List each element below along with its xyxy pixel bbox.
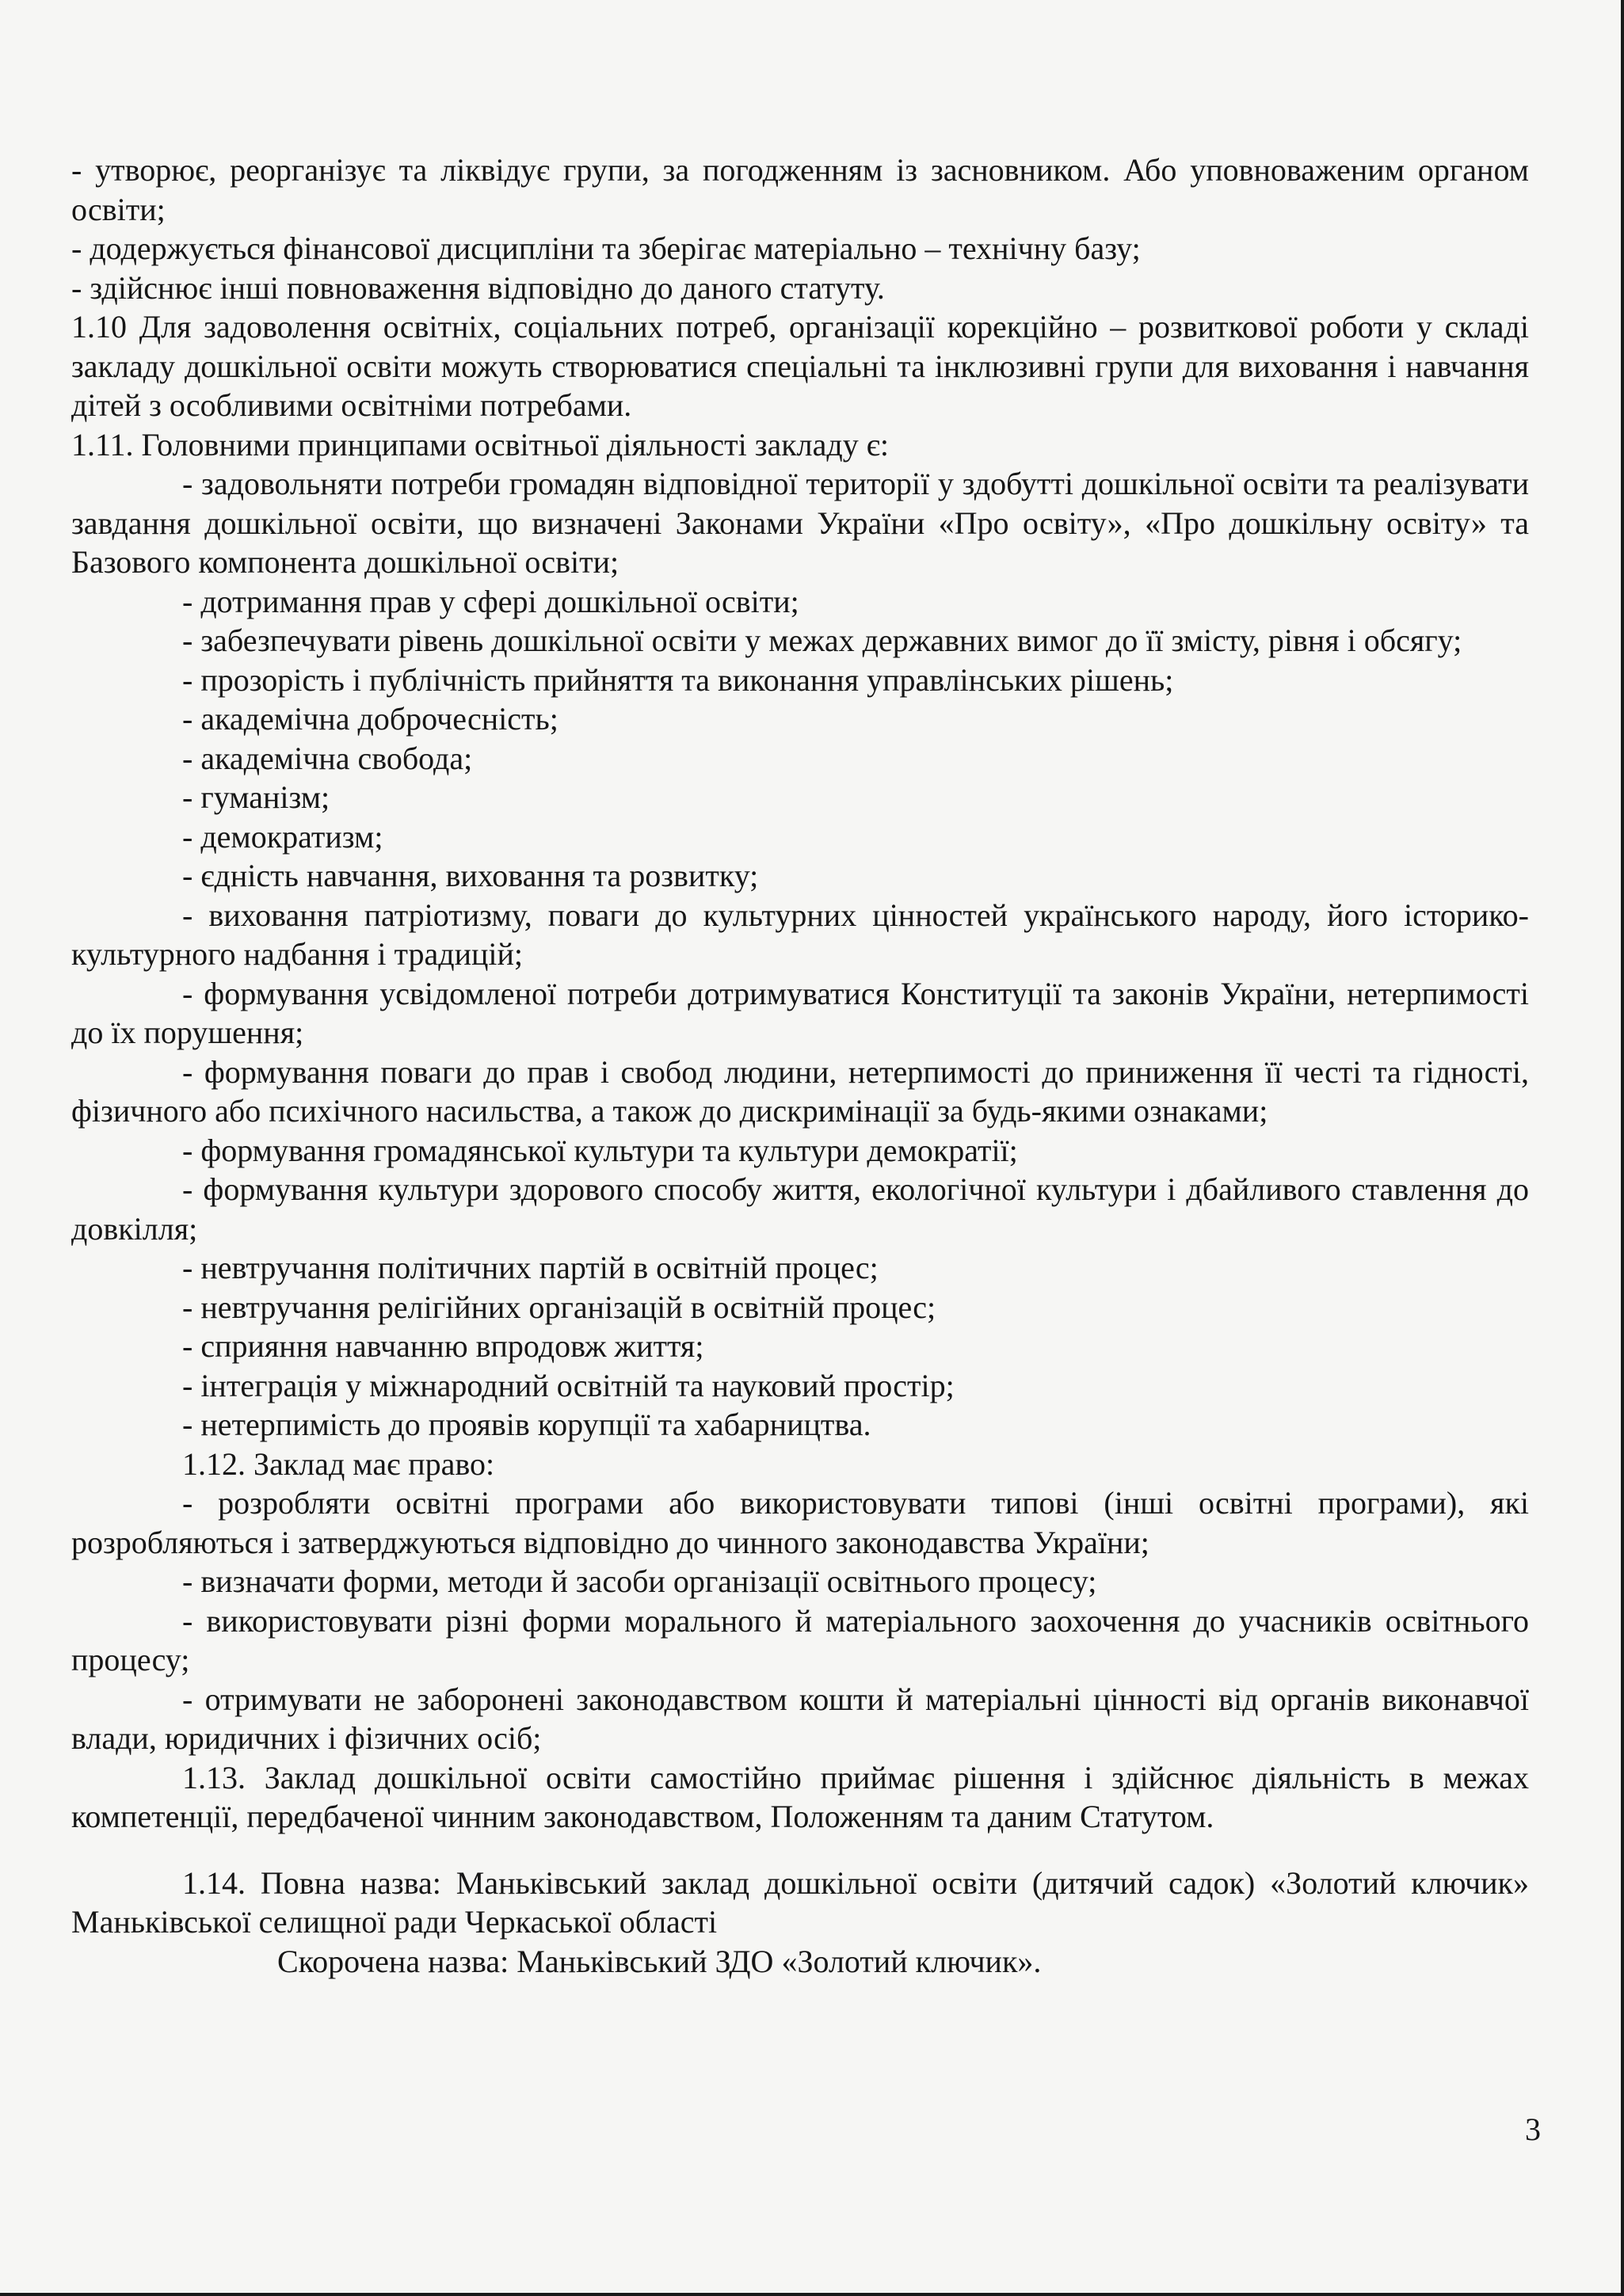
list-item: - забезпечувати рівень дошкільної освіти у межах державних вимог до її змісту, рівня і обсягу; (182, 623, 1462, 658)
paragraph: - утворює, реорганізує та ліквідує групи, за погодженням із засновником. Або уповноваженим органом освіти; (71, 152, 1529, 227)
scan-edge-right (1621, 0, 1624, 2296)
list-item: - гуманізм; (182, 779, 330, 815)
page-number: 3 (1525, 2111, 1541, 2147)
list-item: - єдність навчання, виховання та розвитку; (182, 858, 759, 893)
document-body (71, 150, 1529, 1981)
list-item: - сприяння навчанню впродовж життя; (182, 1328, 704, 1364)
list-item: - формування громадянської культури та культури демократії; (182, 1132, 1018, 1168)
list-item: - дотримання прав у сфері дошкільної освіти; (182, 583, 799, 619)
list-item: - задовольняти потреби громадян відповідної території у здобутті дошкільної освіти та реалізувати завдання дошкільної освіти, що визначені Законами України «Про освіту», «Про дошкільну освіту» та Базового компонента дошкільної освіти; (71, 466, 1529, 580)
list-item: - демократизм; (182, 818, 383, 855)
list-item: - використовувати різні форми морального й матеріального заохочення до учасників освітнього процесу; (71, 1602, 1529, 1677)
list-item: - формування усвідомленої потреби дотримуватися Конституції та законів України, нетерпимості до їх порушення; (71, 975, 1529, 1050)
list-item: - прозорість і публічність прийняття та виконання управлінських рішень; (182, 661, 1174, 698)
list-item: - академічна свобода; (182, 740, 473, 776)
paragraph-1-13: 1.13. Заклад дошкільної освіти самостійно приймає рішення і здійснює діяльність в межах компетенції, передбаченої чинним законодавством, Положенням та даним Статутом. (71, 1759, 1529, 1834)
list-item: - отримувати не заборонені законодавством кошти й матеріальні цінності від органів виконавчої влади, юридичних і фізичних осіб; (71, 1681, 1529, 1756)
list-item: - виховання патріотизму, поваги до культурних цінностей українського народу, його історико-культурного надбання і традицій; (71, 897, 1529, 972)
paragraph-1-12: 1.12. Заклад має право: (182, 1445, 495, 1482)
list-item: - визначати форми, методи й засоби організації освітнього процесу; (182, 1563, 1097, 1599)
paragraph-1-10: 1.10 Для задоволення освітніх, соціальних потреб, організації корекційно – розвиткової роботи у складі закладу дошкільної освіти можуть створюватися спеціальні та інклюзивні групи для виховання і навчання дітей з особливими освітніми потребами. (71, 309, 1529, 423)
list-item: - формування культури здорового способу життя, екологічної культури і дбайливого ставлення до довкілля; (71, 1171, 1529, 1247)
list-item: - нетерпимість до проявів корупції та хабарництва. (182, 1407, 871, 1442)
paragraph: - додержується фінансової дисципліни та зберігає матеріально – технічну базу; (71, 230, 1141, 266)
scan-edge-bottom (0, 2293, 1624, 2296)
paragraph-1-14: 1.14. Повна назва: Маньківський заклад дошкільної освіти (дитячий садок) «Золотий ключик» Маньківської селищної ради Черкаської області (71, 1864, 1529, 1940)
paragraph-1-11: 1.11. Головними принципами освітньої діяльності закладу є: (71, 426, 890, 463)
list-item: - формування поваги до прав і свобод людини, нетерпимості до приниження її честі та гідності, фізичного або психічного насильства, а також до дискримінації за будь-якими ознаками; (71, 1053, 1529, 1129)
list-item: - розробляти освітні програми або використовувати типові (інші освітні програми), які розробляються і затверджуються відповідно до чинного законодавства України; (71, 1485, 1529, 1560)
list-item: - невтручання релігійних організацій в освітній процес; (182, 1289, 936, 1325)
spacer (71, 1837, 1529, 1864)
short-name-line: Скорочена назва: Маньківський ЗДО «Золотий ключик». (277, 1943, 1042, 1979)
list-item: - інтеграція у міжнародний освітній та науковий простір; (182, 1367, 955, 1403)
list-item: - невтручання політичних партій в освітній процес; (182, 1250, 879, 1285)
paragraph: - здійснює інші повноваження відповідно до даного статуту. (71, 269, 885, 306)
list-item: - академічна доброчесність; (182, 701, 558, 737)
